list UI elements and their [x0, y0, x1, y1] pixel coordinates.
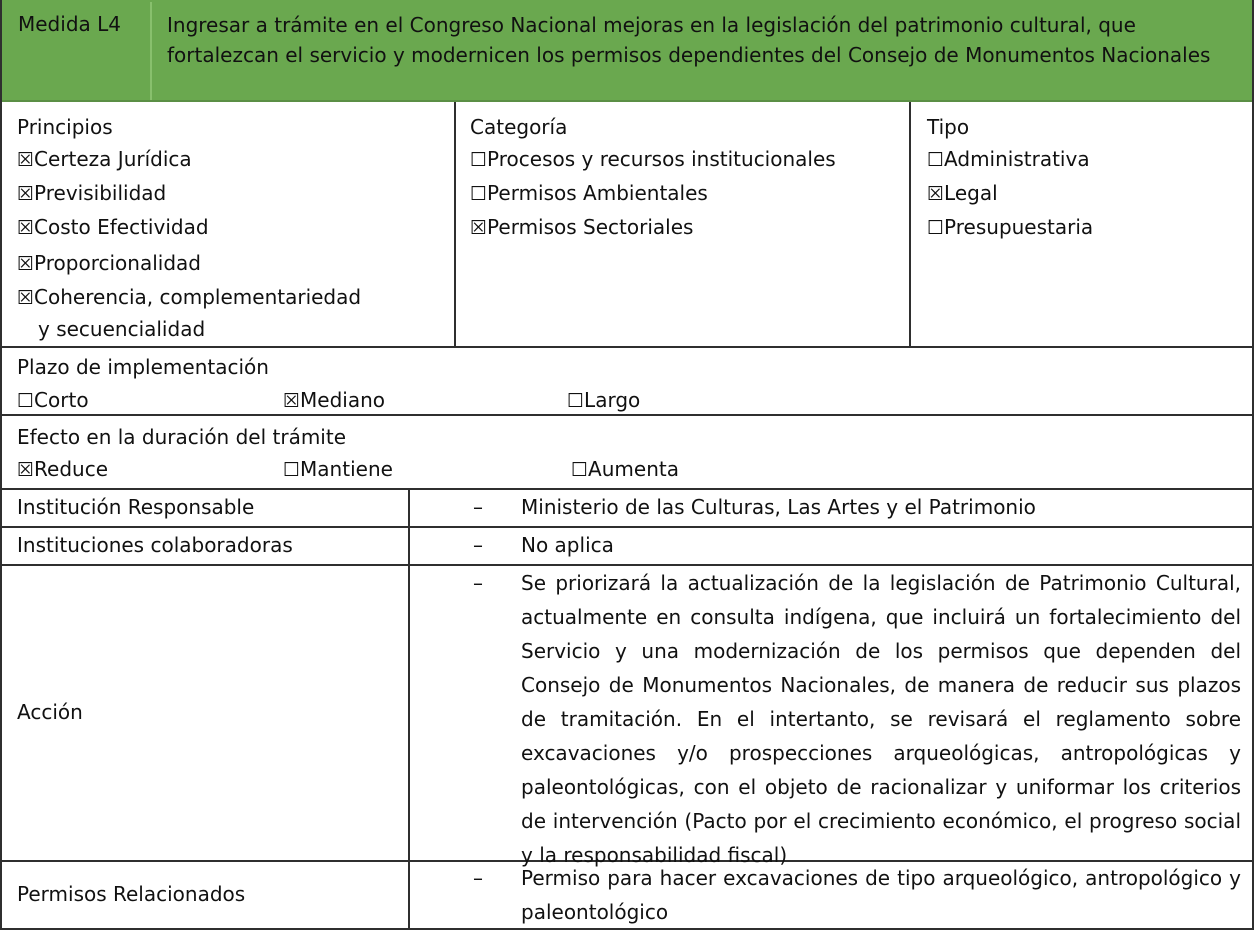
checkbox-empty-icon: ☐	[571, 459, 589, 481]
checkbox-checked-icon: ☒	[17, 459, 35, 481]
dash-icon: –	[473, 866, 483, 890]
row-label: Acción	[17, 700, 83, 724]
tipo-item: ☐Presupuestaria	[927, 215, 1094, 239]
efecto-option: ☒Reduce	[17, 457, 109, 481]
dash-icon: –	[473, 571, 483, 595]
checkbox-empty-icon: ☐	[927, 217, 945, 239]
principio-item: ☒Certeza Jurídica	[17, 147, 192, 171]
tipo-item: ☒Legal	[927, 181, 998, 205]
row-label: Instituciones colaboradoras	[17, 533, 293, 557]
dash-icon: –	[473, 533, 483, 557]
principio-item: ☒Proporcionalidad	[17, 251, 201, 275]
row-value: No aplica	[521, 533, 614, 557]
categoria-item: ☐Procesos y recursos institucionales	[470, 147, 836, 171]
row-label: Permisos Relacionados	[17, 882, 246, 906]
checkbox-empty-icon: ☐	[283, 459, 301, 481]
checkbox-empty-icon: ☐	[470, 183, 488, 205]
checkbox-checked-icon: ☒	[470, 217, 488, 239]
divider-categoria	[454, 102, 456, 348]
checkbox-checked-icon: ☒	[283, 390, 301, 412]
checkbox-checked-icon: ☒	[927, 183, 945, 205]
efecto-label: Efecto en la duración del trámite	[17, 425, 347, 449]
checkbox-checked-icon: ☒	[17, 253, 35, 275]
checkbox-checked-icon: ☒	[17, 149, 35, 171]
checkbox-empty-icon: ☐	[470, 149, 488, 171]
checkbox-checked-icon: ☒	[17, 217, 35, 239]
checkbox-checked-icon: ☒	[17, 183, 35, 205]
divider-tipo	[909, 102, 911, 348]
tipo-label: Tipo	[927, 115, 970, 139]
checkbox-checked-icon: ☒	[17, 287, 35, 309]
principio-item: ☒Costo Efectividad	[17, 215, 209, 239]
permisos-text: Permiso para hacer excavaciones de tipo arqueológico, antropológico y paleontológico	[521, 866, 1241, 924]
principio-item: ☒Coherencia, complementariedad	[17, 285, 362, 309]
categoria-item: ☒Permisos Sectoriales	[470, 215, 694, 239]
efecto-option: ☐Aumenta	[571, 457, 679, 481]
divider-plazo	[0, 346, 1254, 348]
measure-code: Medida L4	[2, 2, 152, 100]
categoria-item: ☐Permisos Ambientales	[470, 181, 708, 205]
plazo-option: ☐Largo	[567, 388, 641, 412]
checkbox-empty-icon: ☐	[567, 390, 585, 412]
principio-item: ☒Previsibilidad	[17, 181, 167, 205]
categoria-label: Categoría	[470, 115, 568, 139]
principios-label: Principios	[17, 115, 113, 139]
principio-continuation: y secuencialidad	[38, 317, 206, 341]
measure-title: Ingresar a trámite en el Congreso Nacional mejoras en la legislación del patrimonio cultural, que fortalezcan el servicio y modernicen los permisos dependientes del Consejo de Monumentos Nacionales	[167, 13, 1211, 67]
checkbox-empty-icon: ☐	[927, 149, 945, 171]
dash-icon: –	[473, 495, 483, 519]
divider-values	[408, 488, 410, 930]
accion-text: Se priorizará la actualización de la legislación de Patrimonio Cultural, actualmente en consulta indígena, que incluirá un fortalecimiento del Servicio y una modernización de los permisos que dependen del Consejo de Monumentos Nacionales, de manera de reducir sus plazos de tramitación. En el intertanto, se revisará el reglamento sobre excavaciones y/o prospecciones arqueológicas, antropológicas y paleontológicas, con el objeto de racionalizar y uniformar los criterios de intervención (Pacto por el crecimiento económico, el progreso social y la responsabilidad fiscal)	[521, 571, 1241, 867]
row-value: Ministerio de las Culturas, Las Artes y el Patrimonio	[521, 495, 1036, 519]
tipo-item: ☐Administrativa	[927, 147, 1090, 171]
efecto-option: ☐Mantiene	[283, 457, 393, 481]
border-left	[0, 0, 2, 930]
row-label: Institución Responsable	[17, 495, 255, 519]
plazo-label: Plazo de implementación	[17, 355, 269, 379]
plazo-option: ☒Mediano	[283, 388, 386, 412]
checkbox-empty-icon: ☐	[17, 390, 35, 412]
plazo-option: ☐Corto	[17, 388, 89, 412]
